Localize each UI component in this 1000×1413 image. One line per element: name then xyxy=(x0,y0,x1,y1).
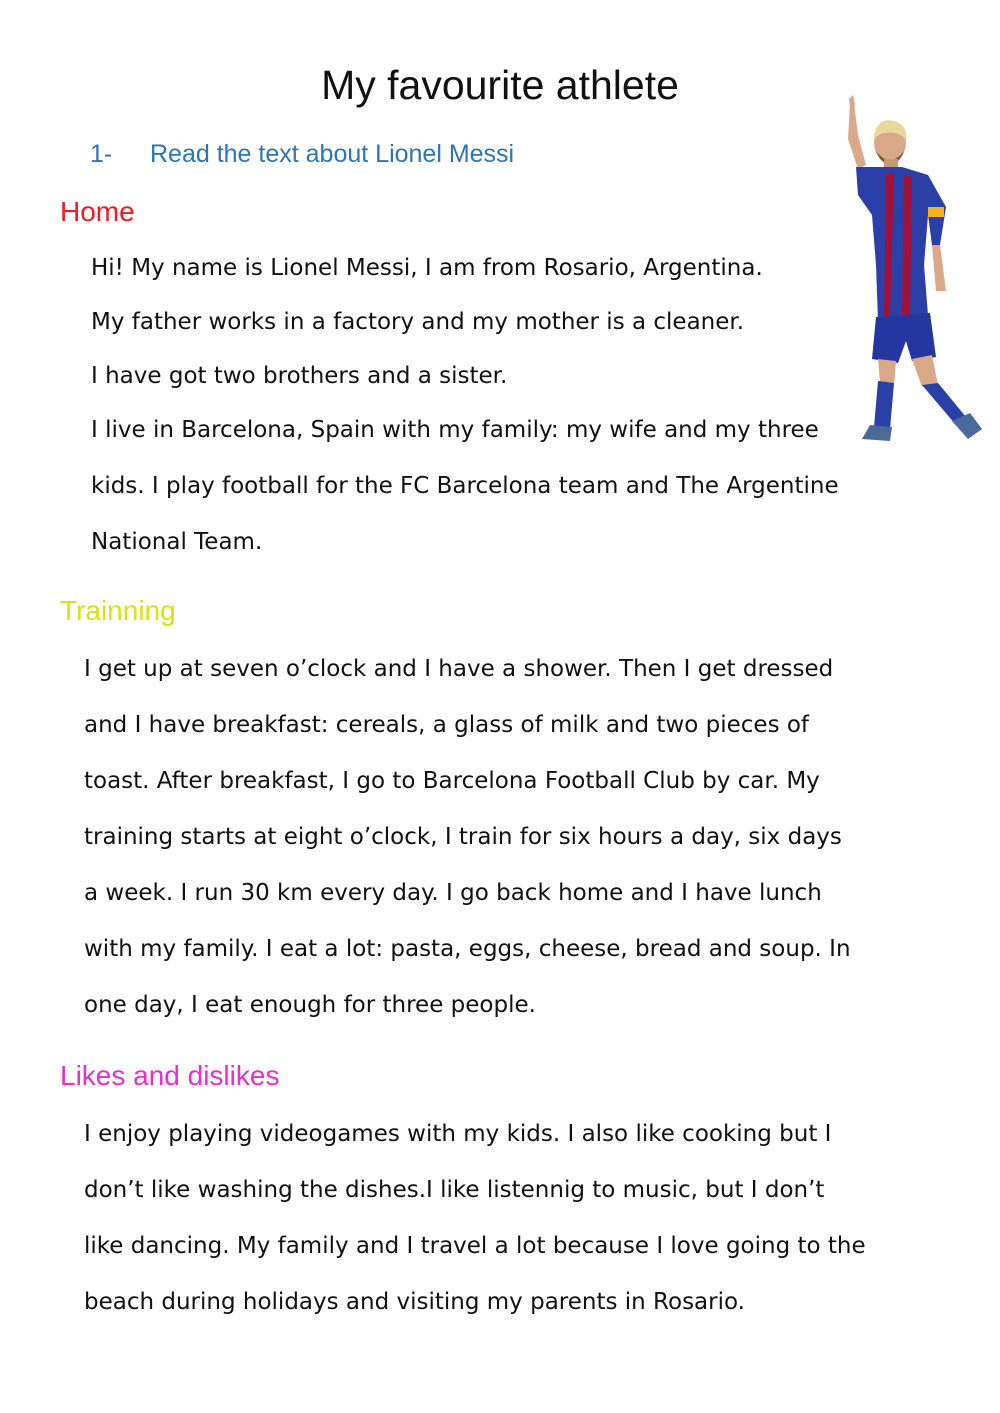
home-line: I live in Barcelona, Spain with my family: my wife and my three xyxy=(91,417,819,443)
home-line: I have got two brothers and a sister. xyxy=(91,363,508,389)
section-heading-training: Trainning xyxy=(60,595,176,626)
athlete-photo xyxy=(828,95,988,445)
likes-paragraph xyxy=(84,1117,866,1341)
likes-line: don’t like washing the dishes.I like listennig to music, but I don’t xyxy=(84,1177,825,1203)
training-line: a week. I run 30 km every day. I go back home and I have lunch xyxy=(84,880,822,906)
section-heading-likes: Likes and dislikes xyxy=(60,1060,280,1091)
page-title: My favourite athlete xyxy=(321,62,679,108)
training-paragraph xyxy=(84,652,851,1044)
likes-line: like dancing. My family and I travel a lot because I love going to the xyxy=(84,1233,866,1259)
training-line: with my family. I eat a lot: pasta, eggs, cheese, bread and soup. In xyxy=(84,936,851,962)
home-line: National Team. xyxy=(91,529,263,555)
likes-line: beach during holidays and visiting my parents in Rosario. xyxy=(84,1289,745,1315)
training-line: and I have breakfast: cereals, a glass of milk and two pieces of xyxy=(84,712,810,738)
instruction-number: 1- xyxy=(90,140,113,168)
instruction xyxy=(90,140,514,169)
home-line: kids. I play football for the FC Barcelona team and The Argentine xyxy=(91,473,839,499)
home-line: My father works in a factory and my mother is a cleaner. xyxy=(91,309,745,335)
section-heading-home: Home xyxy=(60,196,135,227)
home-line: Hi! My name is Lionel Messi, I am from Rosario, Argentina. xyxy=(91,255,763,281)
training-line: toast. After breakfast, I go to Barcelona Football Club by car. My xyxy=(84,768,820,794)
training-line: one day, I eat enough for three people. xyxy=(84,992,536,1018)
training-line: I get up at seven o’clock and I have a shower. Then I get dressed xyxy=(84,656,834,682)
training-line: training starts at eight o’clock, I train for six hours a day, six days xyxy=(84,824,842,850)
home-paragraph xyxy=(91,252,839,580)
instruction-text: Read the text about Lionel Messi xyxy=(150,140,515,168)
likes-line: I enjoy playing videogames with my kids. I also like cooking but I xyxy=(84,1121,832,1147)
